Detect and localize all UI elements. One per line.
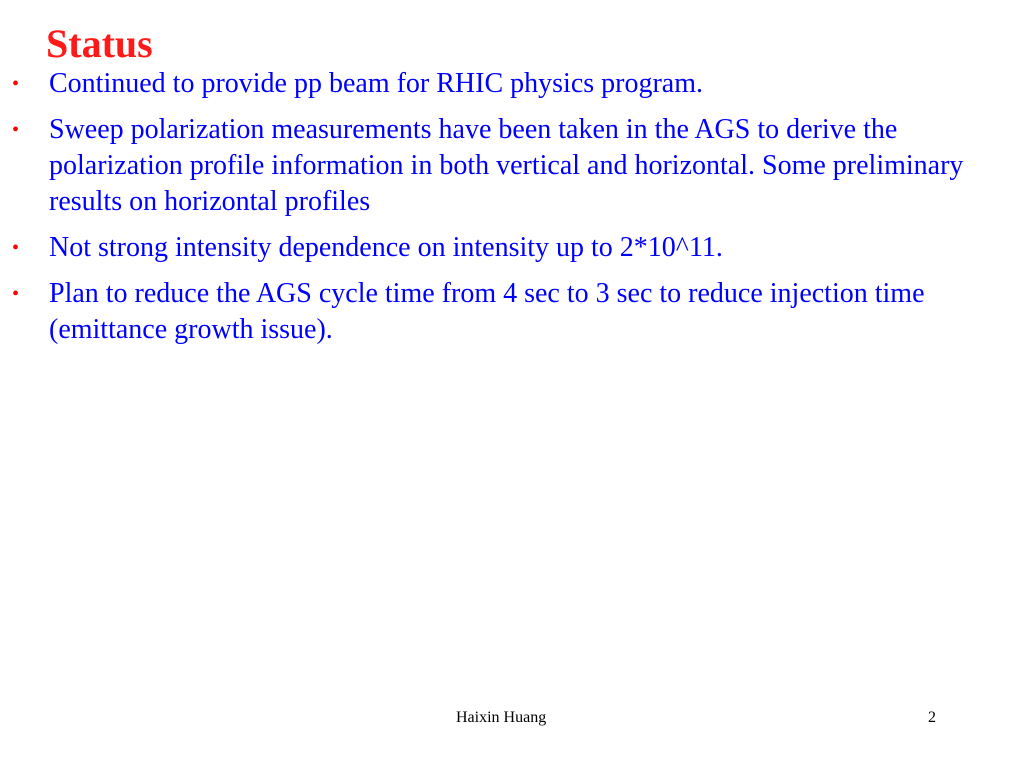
bullet-item xyxy=(0,230,1000,266)
bullet-text: Sweep polarization measurements have been taken in the AGS to derive the polarization profile information in both vertical and horizontal. Some preliminary results on horizontal profiles xyxy=(49,114,964,217)
bullet-item xyxy=(0,276,1000,348)
bullet-dot-icon: • xyxy=(12,283,20,305)
slide-title: Status xyxy=(46,21,153,66)
bullet-text: Continued to provide pp beam for RHIC physics program. xyxy=(49,68,704,99)
bullet-item xyxy=(0,66,1000,102)
footer-author: Haixin Huang xyxy=(456,709,547,726)
page-number: 2 xyxy=(928,709,936,726)
bullet-item xyxy=(0,112,1000,220)
bullet-text: Plan to reduce the AGS cycle time from 4 sec to 3 sec to reduce injection time (emittance growth issue). xyxy=(49,278,925,345)
bullet-dot-icon: • xyxy=(12,119,20,141)
bullet-list xyxy=(0,66,1000,358)
bullet-dot-icon: • xyxy=(12,237,20,259)
bullet-dot-icon: • xyxy=(12,73,20,95)
bullet-text: Not strong intensity dependence on intensity up to 2*10^11. xyxy=(49,232,723,263)
